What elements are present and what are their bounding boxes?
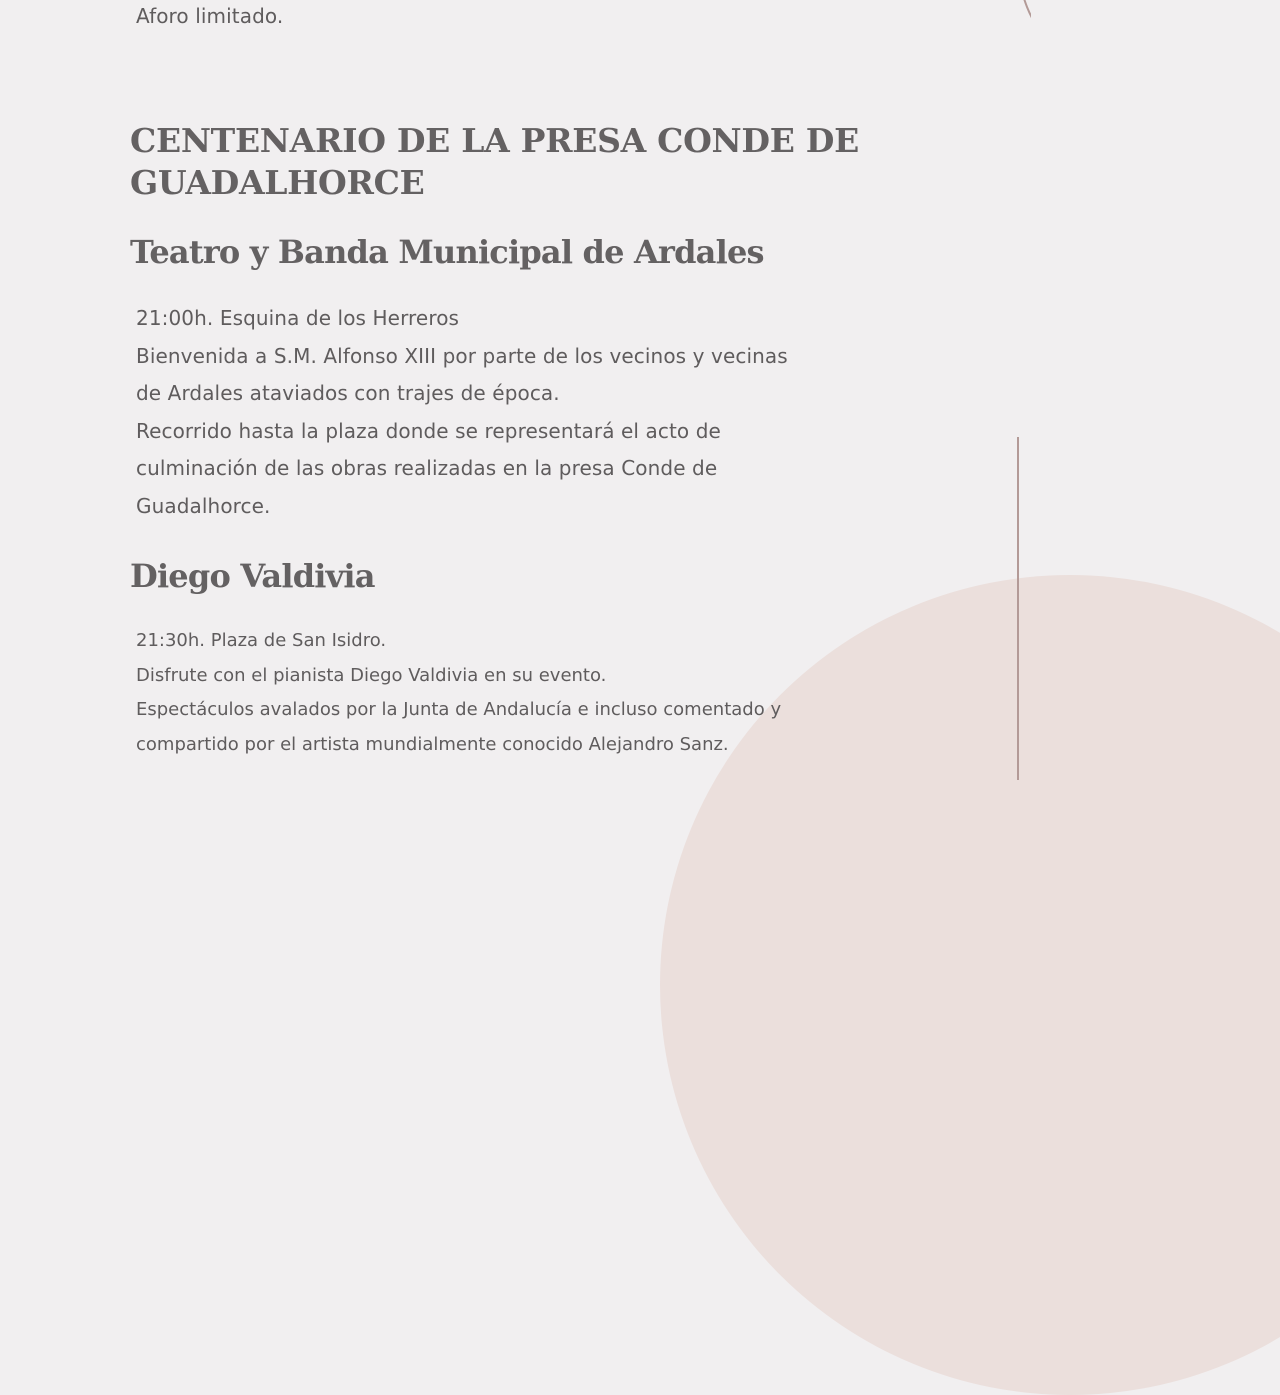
event-line: compartido por el artista mundialmente conocido Alejandro Sanz.: [136, 733, 729, 755]
event-line: Guadalhorce.: [136, 493, 271, 518]
event-line: Disfrute con el pianista Diego Valdivia en su evento.: [136, 664, 607, 686]
event-line: Recorrido hasta la plaza donde se representará el acto de: [136, 418, 721, 443]
event-line: Espectáculos avalados por la Junta de Andalucía e incluso comentado y: [136, 699, 782, 720]
event-title-diego-valdivia: Diego Valdivia: [130, 557, 375, 595]
section-title: [130, 120, 859, 204]
decorative-vertical-line: [1017, 437, 1019, 780]
decorative-mask: [1031, 0, 1280, 100]
section-title-line-2: GUADALHORCE: [130, 163, 425, 202]
event-line: de Ardales ataviados con trajes de época.: [136, 381, 560, 405]
event-line: Bienvenida a S.M. Alfonso XIII por parte de los vecinos y vecinas: [136, 343, 788, 368]
section-title-line-1: CENTENARIO DE LA PRESA CONDE DE: [130, 121, 859, 160]
event-line: 21:00h. Esquina de los Herreros: [136, 306, 460, 330]
event-description-theatre: [136, 300, 788, 525]
event-description-diego-valdivia: [136, 624, 781, 762]
event-title-theatre: Teatro y Banda Municipal de Ardales: [130, 233, 764, 271]
capacity-note: Aforo limitado.: [136, 4, 284, 28]
event-line: culminación de las obras realizadas en la presa Conde de: [136, 456, 718, 480]
event-line: 21:30h. Plaza de San Isidro.: [136, 630, 387, 651]
